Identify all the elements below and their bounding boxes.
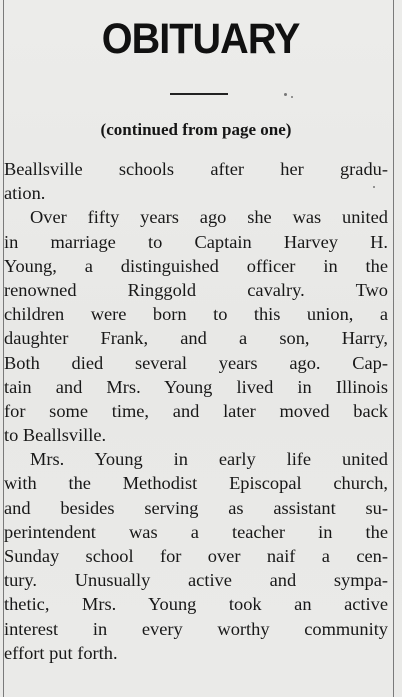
text-line: effort put forth.: [4, 642, 118, 663]
text-line: children were born to this union, a: [4, 304, 388, 325]
paragraph-3: [4, 447, 388, 665]
text-line: renowned Ringgold cavalry. Two: [4, 279, 388, 300]
text-line: Young, a distinguished officer in the: [4, 255, 388, 276]
paragraph-2: [4, 205, 388, 447]
text-line: for some time, and later moved back: [4, 400, 388, 421]
headline-rule: [170, 93, 228, 95]
text-line: daughter Frank, and a son, Harry,: [4, 328, 388, 349]
text-line: to Beallsville.: [4, 425, 107, 446]
article-body: [4, 157, 388, 665]
text-line: Sunday school for over naif a cen-: [4, 546, 388, 566]
print-speck: [291, 96, 293, 98]
text-line: tain and Mrs. Young lived in Illinois: [4, 376, 388, 397]
text-line: thetic, Mrs. Young took an active: [4, 594, 388, 615]
print-speck: [284, 93, 287, 96]
headline: OBITUARY: [101, 15, 300, 63]
text-line: Beallsville schools after her gradu-: [4, 159, 388, 179]
text-line: Both died several years ago. Cap-: [4, 352, 388, 373]
paragraph-1: [4, 157, 388, 205]
text-line: tury. Unusually active and sympa-: [4, 570, 388, 591]
text-line: in marriage to Captain Harvey H.: [4, 231, 388, 252]
text-line: with the Methodist Episcopal church,: [4, 473, 388, 494]
text-line: ation.: [4, 183, 46, 204]
print-speck: [373, 186, 375, 188]
text-line: Mrs. Young in early life united: [30, 449, 388, 470]
column-rule-right: [393, 0, 394, 697]
continuation-note: (continued from page one): [100, 120, 292, 139]
text-line: and besides serving as assistant su-: [4, 497, 388, 518]
text-line: Over fifty years ago she was united: [30, 207, 388, 228]
text-line: perintendent was a teacher in the: [4, 521, 388, 542]
text-line: interest in every worthy community: [4, 618, 388, 639]
